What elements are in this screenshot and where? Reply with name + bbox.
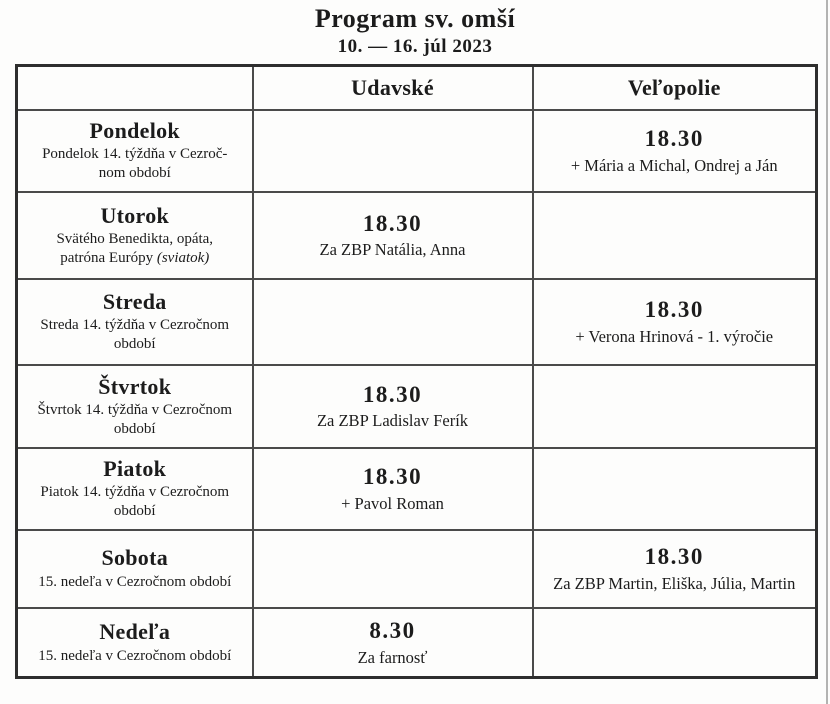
mass-time: 18.30 [362, 464, 423, 490]
day-name: Štvrtok [98, 373, 172, 399]
mass-intention: + Verona Hrinová - 1. výročie [575, 326, 774, 346]
table-row [17, 279, 817, 365]
table-row [17, 110, 817, 192]
schedule-rows [17, 110, 817, 678]
document-header [0, 0, 830, 58]
day-cell [17, 608, 253, 678]
day-cell [17, 448, 253, 530]
day-name: Pondelok [89, 118, 180, 144]
velopolie-cell [533, 608, 817, 678]
mass-time: 18.30 [644, 297, 704, 323]
header-row [17, 66, 817, 110]
mass-time: 18.30 [362, 210, 423, 236]
day-description: 15. nedeľa v Cezročnom období [38, 647, 232, 664]
mass-intention: Za ZBP Martin, Eliška, Júlia, Martin [553, 573, 796, 593]
table-row [17, 448, 817, 530]
table-row [17, 192, 817, 279]
day-name: Piatok [103, 456, 167, 482]
mass-schedule-table [15, 64, 818, 679]
day-name: Sobota [101, 545, 169, 571]
scan-edge-artifact [826, 0, 828, 704]
day-cell [17, 192, 253, 279]
feast-note: (sviatok) [156, 249, 210, 266]
day-description: Streda 14. týždňa v Cezročnom období [40, 317, 230, 353]
udavske-cell [253, 448, 533, 530]
velopolie-cell [533, 110, 817, 192]
udavske-cell [253, 608, 533, 678]
mass-intention: + Mária a Michal, Ondrej a Ján [570, 155, 778, 175]
day-cell [17, 110, 253, 192]
day-cell [17, 530, 253, 608]
udavske-cell [253, 279, 533, 365]
day-description: Piatok 14. týždňa v Cezročnom období [40, 484, 230, 520]
day-cell [17, 365, 253, 448]
date-range: 10. — 16. júl 2023 [337, 36, 493, 57]
mass-time: 8.30 [369, 618, 416, 644]
day-name: Utorok [100, 202, 170, 228]
mass-intention: Za ZBP Ladislav Ferík [316, 411, 469, 431]
udavske-cell [253, 192, 533, 279]
udavske-cell [253, 110, 533, 192]
mass-time: 18.30 [362, 381, 423, 407]
header-cell-day [17, 66, 253, 110]
mass-time: 18.30 [644, 544, 704, 570]
mass-intention: + Pavol Roman [341, 493, 444, 513]
table-row [17, 530, 817, 608]
day-description: Štvrtok 14. týždňa v Cezročnom období [37, 401, 233, 437]
day-name: Streda [102, 289, 167, 315]
mass-intention: Za ZBP Natália, Anna [319, 240, 466, 260]
day-description: 15. nedeľa v Cezročnom období [38, 573, 232, 590]
page-title: Program sv. omší [314, 4, 516, 33]
mass-time: 18.30 [644, 126, 704, 152]
velopolie-cell [533, 448, 817, 530]
udavske-cell [253, 365, 533, 448]
velopolie-cell [533, 365, 817, 448]
day-description: Svätého Benedikta, opáta, patróna Európy (sviatok) [56, 230, 214, 266]
mass-intention: Za farnosť [357, 647, 428, 667]
udavske-cell [253, 530, 533, 608]
day-description: Pondelok 14. týždňa v Cezroč- nom období [42, 146, 228, 182]
header-cell-velopolie: Veľopolie [533, 66, 817, 110]
header-cell-udavske: Udavské [253, 66, 533, 110]
velopolie-cell [533, 192, 817, 279]
day-name: Nedeľa [99, 619, 171, 645]
table-row [17, 608, 817, 678]
velopolie-cell [533, 530, 817, 608]
table-row [17, 365, 817, 448]
day-cell [17, 279, 253, 365]
velopolie-cell [533, 279, 817, 365]
